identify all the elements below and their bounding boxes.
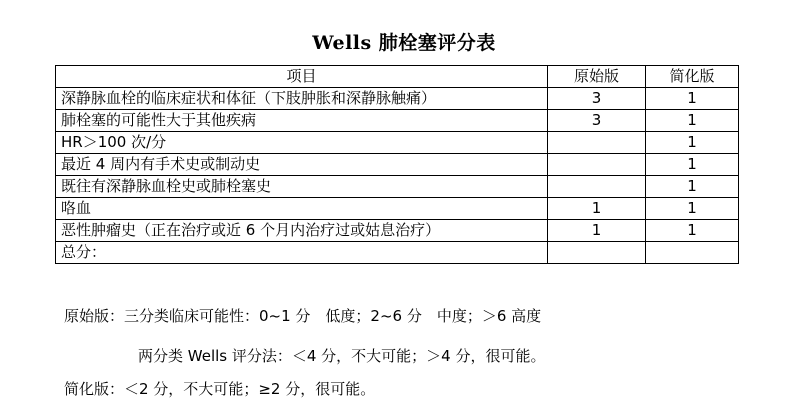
note-original-three-category: 原始版：三分类临床可能性：0~1 分 低度；2~6 分 中度；＞6 高度 xyxy=(64,307,542,325)
original-score-cell xyxy=(548,154,646,176)
note-simplified: 简化版：＜2 分，不大可能；≥2 分，很可能。 xyxy=(64,380,376,398)
total-label-cell: 总分： xyxy=(56,242,548,264)
simplified-score-cell: 1 xyxy=(646,176,739,198)
table-row xyxy=(56,176,739,198)
total-simplified-cell xyxy=(646,242,739,264)
simplified-score-cell: 1 xyxy=(646,132,739,154)
table-row xyxy=(56,110,739,132)
item-cell: 深静脉血栓的临床症状和体征（下肢肿胀和深静脉触痛） xyxy=(56,88,548,110)
table-row xyxy=(56,88,739,110)
simplified-score-cell: 1 xyxy=(646,220,739,242)
column-header-original: 原始版 xyxy=(548,66,646,88)
wells-score-table xyxy=(55,65,739,264)
note-original-two-category: 两分类 Wells 评分法：＜4 分，不大可能；＞4 分，很可能。 xyxy=(138,347,546,365)
column-header-simplified: 简化版 xyxy=(646,66,739,88)
table-row xyxy=(56,220,739,242)
column-header-item: 项目 xyxy=(56,66,548,88)
item-cell: 最近 4 周内有手术史或制动史 xyxy=(56,154,548,176)
original-score-cell: 1 xyxy=(548,220,646,242)
total-original-cell xyxy=(548,242,646,264)
table-row xyxy=(56,154,739,176)
table-row xyxy=(56,198,739,220)
original-score-cell xyxy=(548,132,646,154)
item-cell: 恶性肿瘤史（正在治疗或近 6 个月内治疗过或姑息治疗） xyxy=(56,220,548,242)
item-cell: HR＞100 次/分 xyxy=(56,132,548,154)
item-cell: 既往有深静脉血栓史或肺栓塞史 xyxy=(56,176,548,198)
table-header-row xyxy=(56,66,739,88)
table-row xyxy=(56,132,739,154)
original-score-cell: 1 xyxy=(548,198,646,220)
item-cell: 咯血 xyxy=(56,198,548,220)
original-score-cell xyxy=(548,176,646,198)
simplified-score-cell: 1 xyxy=(646,198,739,220)
simplified-score-cell: 1 xyxy=(646,110,739,132)
original-score-cell: 3 xyxy=(548,110,646,132)
item-cell: 肺栓塞的可能性大于其他疾病 xyxy=(56,110,548,132)
simplified-score-cell: 1 xyxy=(646,88,739,110)
page-title: Wells 肺栓塞评分表 xyxy=(312,32,496,54)
simplified-score-cell: 1 xyxy=(646,154,739,176)
total-row xyxy=(56,242,739,264)
original-score-cell: 3 xyxy=(548,88,646,110)
